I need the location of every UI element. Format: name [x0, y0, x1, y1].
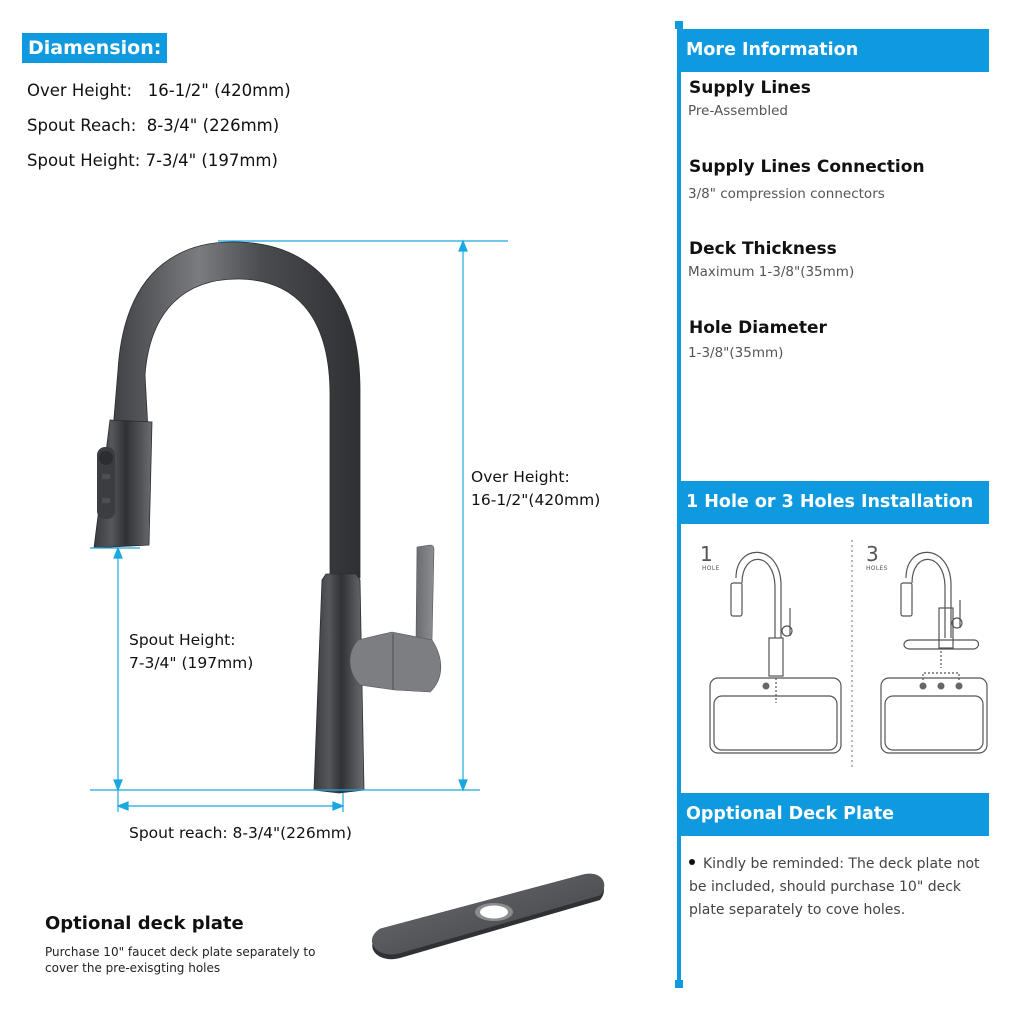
spec-value: 16-1/2" (420mm) [147, 81, 291, 100]
over-height-label: Over Height: [471, 468, 570, 486]
spout-height-value: 7-3/4" (197mm) [129, 654, 254, 672]
faucet-handle [416, 545, 434, 640]
installation-line-art [684, 528, 1020, 778]
one-hole-number: 1 [700, 542, 713, 566]
optional-plate-text: Purchase 10" faucet deck plate separately to cover the pre-exisgting holes [45, 945, 316, 975]
bullet-icon [689, 859, 695, 865]
over-height-callout [471, 466, 600, 512]
dimension-title: Diamension: [22, 33, 167, 63]
more-info-header: More Information [679, 29, 989, 72]
three-holes-caption: HOLES [866, 565, 888, 572]
one-hole-caption: HOLE [702, 565, 720, 572]
rail-cap-bottom [675, 980, 683, 988]
info-value-supply-connection: 3/8" compression connectors [688, 186, 885, 202]
spec-label: Spout Height: [27, 151, 141, 170]
installation-diagram [684, 528, 1020, 778]
spec-label: Spout Reach: [27, 116, 137, 135]
deck-plate-image [360, 866, 620, 966]
info-value-hole-diameter: 1-3/8"(35mm) [688, 345, 784, 361]
deck-plate-note-text: Kindly be reminded: The deck plate not be included, should purchase 10" deck plate separately to cove holes. [689, 856, 980, 918]
info-heading-supply-lines: Supply Lines [689, 78, 811, 98]
deck-plate-header: Opptional Deck Plate [679, 793, 989, 836]
spec-value: 8-3/4" (226mm) [146, 116, 280, 135]
spec-value: 7-3/4" (197mm) [145, 151, 278, 170]
over-height-value: 16-1/2"(420mm) [471, 491, 601, 509]
info-heading-hole-diameter: Hole Diameter [689, 318, 827, 338]
info-value-deck-thickness: Maximum 1-3/8"(35mm) [688, 264, 855, 280]
spec-spout-reach [27, 116, 279, 135]
faucet-spout [113, 242, 360, 578]
spout-height-callout [129, 629, 253, 675]
info-heading-deck-thickness: Deck Thickness [689, 239, 837, 259]
spout-reach-label: Spout reach: 8-3/4"(226mm) [129, 824, 352, 842]
handle-cartridge [350, 632, 441, 692]
spout-height-label: Spout Height: [129, 631, 236, 649]
faucet-dimension-diagram [0, 200, 660, 860]
three-holes-number: 3 [866, 542, 879, 566]
deck-plate-note [689, 853, 989, 922]
info-value-supply-lines: Pre-Assembled [688, 103, 788, 119]
rail-cap-top [675, 21, 683, 29]
optional-plate-title: Optional deck plate [45, 913, 244, 934]
spec-label: Over Height: [27, 81, 133, 100]
installation-header: 1 Hole or 3 Holes Installation [679, 481, 989, 524]
spec-spout-height [27, 151, 278, 170]
spec-over-height [27, 81, 291, 100]
info-heading-supply-connection: Supply Lines Connection [689, 157, 925, 177]
faucet-body [314, 574, 364, 793]
